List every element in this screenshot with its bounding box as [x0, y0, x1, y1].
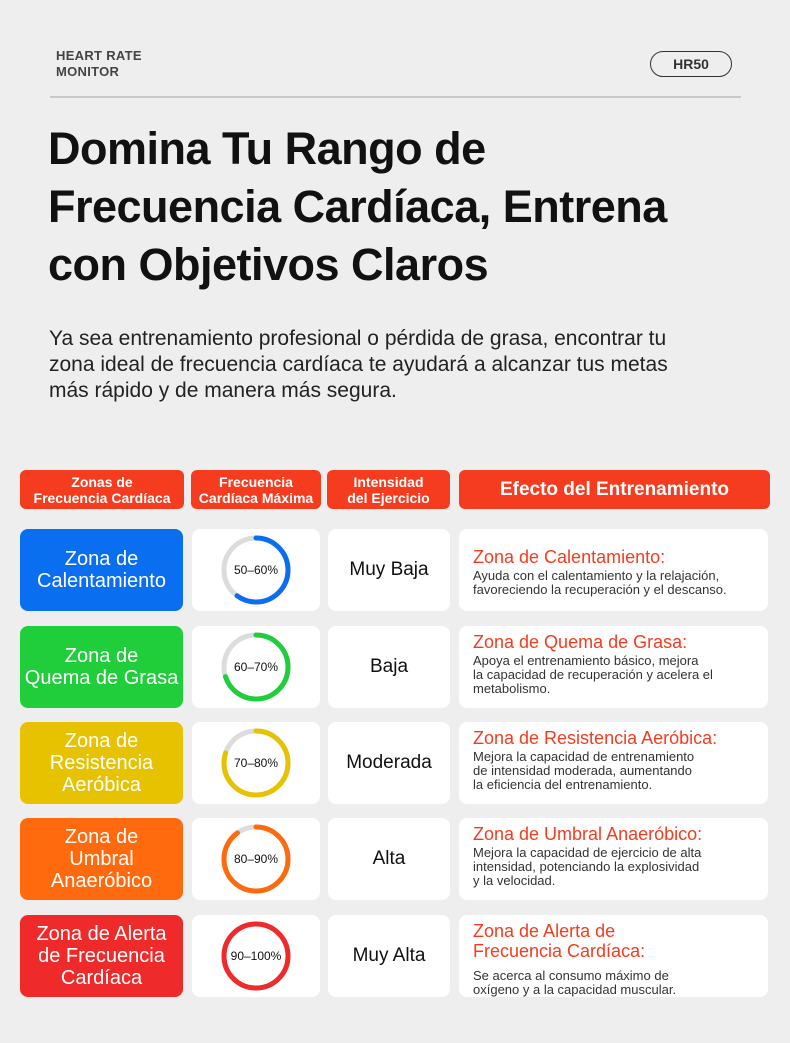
effect-description-line: de intensidad moderada, aumentando — [473, 763, 692, 778]
effect-description-line: oxígeno y a la capacidad muscular. — [473, 982, 677, 997]
percent-ring — [221, 728, 291, 798]
divider — [50, 96, 741, 98]
effect-title — [473, 547, 758, 567]
intro-line-1: Ya sea entrenamiento profesional o pérdida de grasa, encontrar tu — [49, 327, 667, 350]
zone-name-badge — [20, 915, 183, 997]
percent-label: 90–100% — [230, 949, 282, 963]
intensity-card — [328, 529, 450, 611]
page-title — [48, 120, 758, 294]
brand-line-1: HEART RATE — [56, 48, 142, 63]
zone-name-line: Umbral — [69, 848, 134, 870]
effect-title — [473, 824, 758, 844]
max-hr-card — [192, 626, 320, 708]
zone-name-line: Calentamiento — [37, 570, 166, 592]
effect-title — [473, 632, 758, 652]
effect-description-line: la eficiencia del entrenamiento. — [473, 777, 653, 792]
zone-name-badge — [20, 529, 183, 611]
header-max-hr-line-1: Frecuencia — [219, 473, 293, 490]
header-zones-line-1: Zonas de — [71, 473, 133, 490]
max-hr-card — [192, 818, 320, 900]
intensity-label: Moderada — [346, 752, 432, 773]
intro-line-3: más rápido y de manera más segura. — [49, 379, 397, 402]
effect-description — [473, 654, 758, 696]
effect-card — [459, 529, 768, 611]
intro-line-2: zona ideal de frecuencia cardíaca te ayudará a alcanzar tus metas — [49, 353, 668, 376]
zone-name-line: Zona de — [64, 645, 139, 667]
percent-label: 80–90% — [233, 852, 279, 866]
effect-title-line: Zona de Alerta de — [473, 921, 616, 941]
effect-title-line: Zona de Calentamiento: — [473, 547, 666, 567]
effect-title-line: Zona de Resistencia Aeróbica: — [473, 728, 718, 748]
max-hr-card — [192, 529, 320, 611]
zone-row — [0, 915, 790, 997]
zone-name-line: Quema de Grasa — [24, 667, 179, 689]
zone-row — [0, 722, 790, 804]
effect-title — [473, 728, 758, 748]
zone-row — [0, 529, 790, 611]
header-intensity — [327, 470, 450, 509]
zone-name-line: de Frecuencia — [38, 945, 165, 967]
percent-ring — [221, 632, 291, 702]
zone-name-line: Cardíaca — [60, 967, 143, 989]
zone-name-badge — [20, 818, 183, 900]
effect-card — [459, 818, 768, 900]
header-effect — [459, 470, 770, 509]
intensity-label: Baja — [369, 656, 409, 677]
brand-label — [56, 48, 142, 80]
effect-card — [459, 722, 768, 804]
intensity-card — [328, 915, 450, 997]
effect-description-line: metabolismo. — [473, 681, 551, 696]
effect-description-line: Mejora la capacidad de ejercicio de alta — [473, 845, 702, 860]
zone-name-badge — [20, 722, 183, 804]
effect-title — [473, 921, 758, 961]
zone-name-badge — [20, 626, 183, 708]
intensity-card — [328, 818, 450, 900]
header-intensity-line-1: Intensidad — [353, 473, 424, 490]
title-line-2: Frecuencia Cardíaca, Entrena — [48, 181, 667, 232]
effect-title-line: Zona de Quema de Grasa: — [473, 632, 688, 652]
effect-description-line: Se acerca al consumo máximo de — [473, 968, 669, 983]
zone-name-line: Resistencia — [49, 752, 154, 774]
percent-label: 50–60% — [233, 563, 279, 577]
effect-description-line: favoreciendo la recuperación y el descanso. — [473, 582, 727, 597]
effect-description-line: Apoya el entrenamiento básico, mejora — [473, 653, 699, 668]
effect-description — [473, 846, 758, 888]
zone-name-line: Zona de Alerta — [36, 923, 167, 945]
percent-ring — [221, 535, 291, 605]
header-max-hr-line-2: Cardíaca Máxima — [198, 489, 314, 506]
zone-name-line: Anaeróbico — [50, 870, 153, 892]
max-hr-card — [192, 722, 320, 804]
effect-description-line: y la velocidad. — [473, 873, 556, 888]
model-badge: HR50 — [650, 51, 732, 77]
intensity-label: Muy Alta — [352, 945, 426, 966]
intensity-label: Alta — [372, 848, 406, 869]
percent-label: 60–70% — [233, 660, 279, 674]
intensity-card — [328, 722, 450, 804]
title-line-1: Domina Tu Rango de — [48, 123, 486, 174]
effect-title-line: Zona de Umbral Anaeróbico: — [473, 824, 703, 844]
header-effect-label: Efecto del Entrenamiento — [499, 478, 730, 500]
header-max-hr — [191, 470, 321, 509]
effect-title-line: Frecuencia Cardíaca: — [473, 941, 646, 961]
zone-row — [0, 818, 790, 900]
intensity-card — [328, 626, 450, 708]
percent-ring — [221, 921, 291, 991]
effect-description — [473, 569, 758, 597]
effect-description-line: intensidad, potenciando la explosividad — [473, 859, 700, 874]
effect-description — [473, 969, 758, 997]
effect-description-line: Mejora la capacidad de entrenamiento — [473, 749, 695, 764]
percent-ring — [221, 824, 291, 894]
zone-name-line: Zona de — [64, 826, 139, 848]
max-hr-card — [192, 915, 320, 997]
brand-line-2: MONITOR — [56, 64, 120, 79]
zone-row — [0, 626, 790, 708]
title-line-3: con Objetivos Claros — [48, 239, 489, 290]
effect-card — [459, 626, 768, 708]
header-zones-line-2: Frecuencia Cardíaca — [33, 489, 171, 506]
percent-label: 70–80% — [233, 756, 279, 770]
zone-name-line: Zona de — [64, 730, 139, 752]
header-zones — [20, 470, 184, 509]
effect-description-line: Ayuda con el calentamiento y la relajación, — [473, 568, 720, 583]
intensity-label: Muy Baja — [349, 559, 429, 580]
effect-description-line: la capacidad de recuperación y acelera el — [473, 667, 713, 682]
effect-card — [459, 915, 768, 997]
intro-text — [49, 326, 749, 404]
zone-name-line: Zona de — [64, 548, 139, 570]
effect-description — [473, 750, 758, 792]
zone-name-line: Aeróbica — [62, 774, 141, 796]
header-intensity-line-2: del Ejercicio — [347, 489, 430, 506]
